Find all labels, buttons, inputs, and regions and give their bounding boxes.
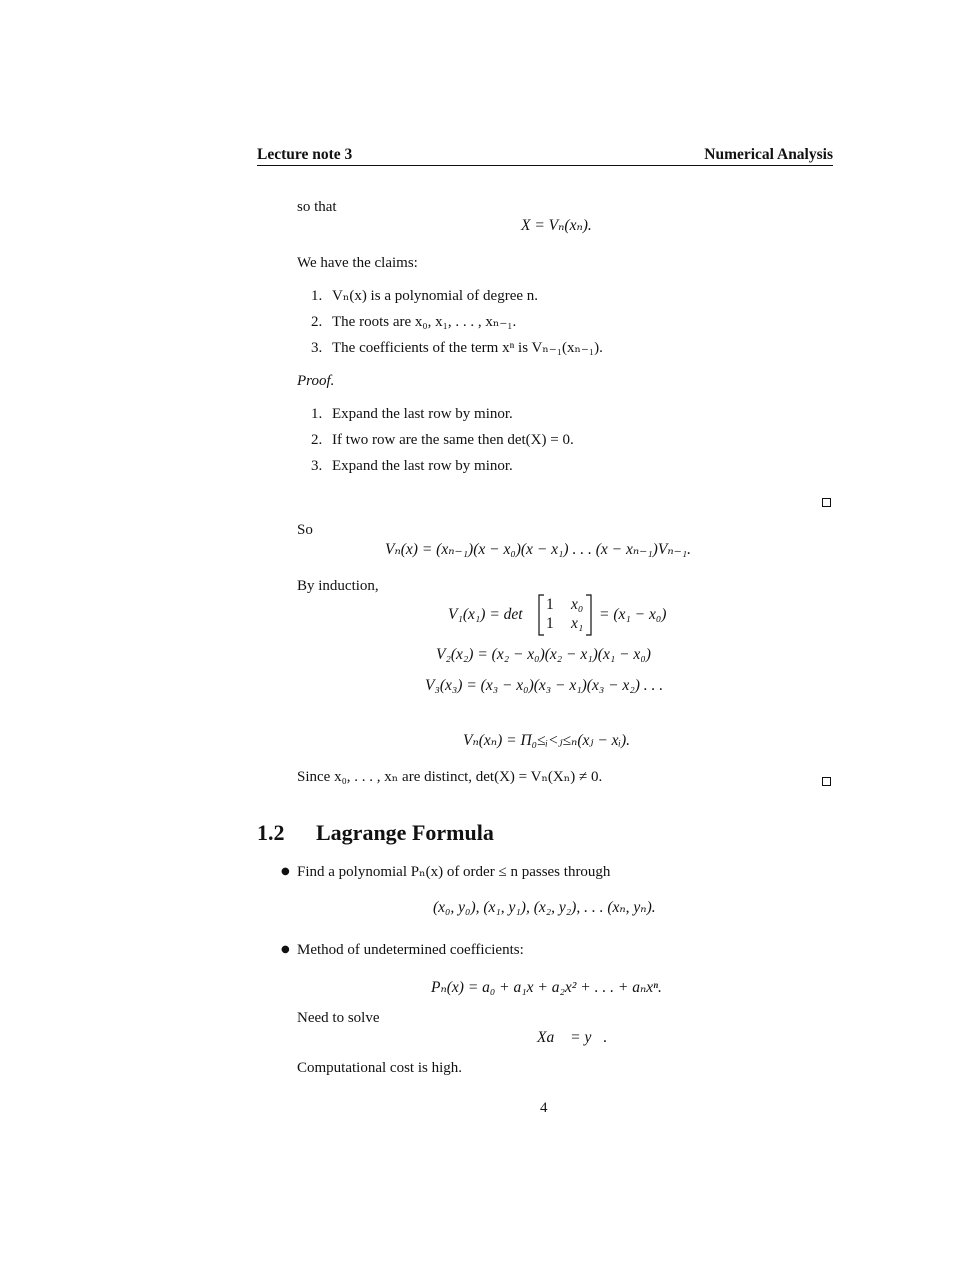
matrix-cell: 1	[546, 596, 554, 613]
qed-square-icon	[822, 498, 831, 507]
bullet-icon: ●	[281, 866, 290, 877]
claim-number: 3.	[311, 340, 323, 356]
claim-number: 1.	[311, 288, 323, 304]
claim-text: Vₙ(x) is a polynomial of degree n.	[332, 288, 539, 304]
claim-text: The roots are x₀, x₁, . . . , xₙ₋₁.	[332, 314, 517, 330]
proof-label: Proof.	[297, 373, 335, 389]
proof-step-number: 3.	[311, 458, 323, 474]
section-title: Lagrange Formula	[316, 820, 494, 845]
proof-step-number: 2.	[311, 432, 323, 448]
text-so-that: so that	[297, 199, 337, 215]
proof-step-number: 1.	[311, 406, 323, 422]
equation-xa-y: Xa⃗ = y⃗.	[537, 1029, 608, 1046]
running-header-right: Numerical Analysis	[704, 146, 833, 163]
equation-v3: V₃(x₃) = (x₃ − x₀)(x₃ − x₁)(x₃ − x₂) . . .	[425, 677, 664, 694]
proof-step-text: If two row are the same then det(X) = 0.	[332, 432, 574, 448]
equation-v2: V₂(x₂) = (x₂ − x₀)(x₂ − x₁)(x₁ − x₀)	[436, 646, 651, 663]
header-rule	[257, 165, 833, 166]
text-since-distinct: Since x₀, . . . , xₙ are distinct, det(X) = Vₙ(Xₙ) ≠ 0.	[297, 769, 603, 785]
matrix-cell: 1	[546, 615, 554, 632]
section-number: 1.2	[257, 820, 285, 845]
bullet-text: Method of undetermined coefficients:	[297, 942, 524, 958]
equation-pn-polynomial: Pₙ(x) = a₀ + a₁x + a₂x² + . . . + aₙxⁿ.	[431, 979, 662, 996]
text-need-to-solve: Need to solve	[297, 1010, 380, 1026]
text-computational-cost: Computational cost is high.	[297, 1060, 462, 1076]
qed-square-icon	[822, 777, 831, 786]
text-so: So	[297, 522, 313, 538]
text-by-induction: By induction,	[297, 578, 379, 594]
matrix-cell: x₀	[571, 596, 584, 613]
equation-vn-product: Vₙ(xₙ) = Π₀≤ᵢ<ⱼ≤ₙ(xⱼ − xᵢ).	[463, 732, 631, 749]
proof-step-text: Expand the last row by minor.	[332, 406, 513, 422]
proof-step-text: Expand the last row by minor.	[332, 458, 513, 474]
claim-number: 2.	[311, 314, 323, 330]
running-header-left: Lecture note 3	[257, 146, 353, 163]
bullet-icon: ●	[281, 944, 290, 955]
equation-v1-left: V₁(x₁) = det	[448, 606, 523, 623]
equation-points: (x₀, y₀), (x₁, y₁), (x₂, y₂), . . . (xₙ, yₙ).	[433, 899, 656, 916]
equation-v1-right: = (x₁ − x₀)	[599, 606, 667, 623]
bullet-text: Find a polynomial Pₙ(x) of order ≤ n passes through	[297, 864, 611, 880]
text-claims-intro: We have the claims:	[297, 255, 418, 271]
matrix-cell: x₁	[571, 615, 584, 632]
equation-x-vn: X = Vₙ(xₙ).	[521, 217, 592, 234]
claim-text: The coefficients of the term xⁿ is Vₙ₋₁(xₙ₋₁).	[332, 340, 603, 356]
equation-vn-expansion: Vₙ(x) = (xₙ₋₁)(x − x₀)(x − x₁) . . . (x − xₙ₋₁)Vₙ₋₁.	[385, 541, 692, 558]
page-number: 4	[540, 1100, 548, 1116]
